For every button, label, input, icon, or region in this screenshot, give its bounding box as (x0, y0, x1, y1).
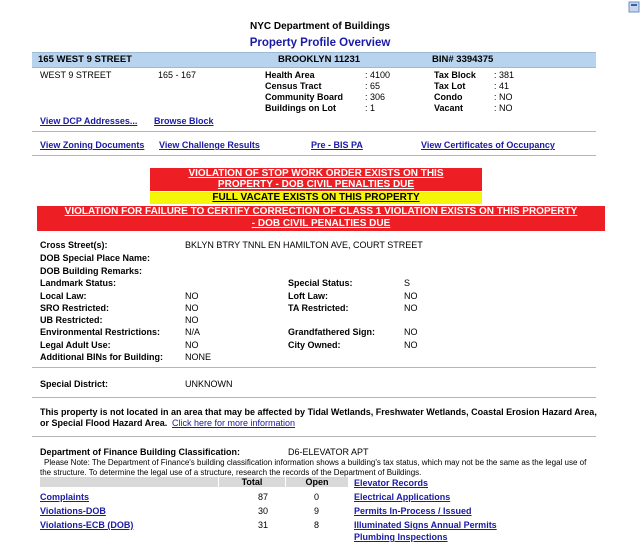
tax-lot-label: Tax Lot (434, 81, 466, 91)
special-district-label: Special District: (40, 379, 109, 389)
ta-restricted-value: NO (404, 303, 418, 313)
local-law-value: NO (185, 291, 199, 301)
tax-block-value: : 381 (494, 70, 515, 80)
page-title: Property Profile Overview (249, 37, 391, 49)
buildings-on-lot-value: : 1 (365, 103, 376, 113)
community-board-value: : 306 (365, 92, 386, 102)
ub-restricted-value: NO (185, 315, 199, 325)
wetlands-notice-line2: or Special Flood Hazard Area. (40, 418, 168, 428)
class1-violation-alert (37, 206, 605, 231)
complaints-open: 0 (314, 492, 320, 502)
condo-label: Condo (434, 92, 463, 102)
health-area-label: Health Area (265, 70, 315, 80)
vacant-value: : NO (494, 103, 513, 113)
more-information-link[interactable]: Click here for more information (172, 418, 296, 428)
special-status-value: S (404, 278, 411, 288)
violations-dob-total: 30 (258, 506, 269, 516)
tax-block-label: Tax Block (434, 70, 476, 80)
address-borough-zip: BROOKLYN 11231 (278, 54, 361, 65)
finance-note-line2: the structure. To determine the legal use of a structure, research the records of the Department of Buildings. (40, 468, 422, 477)
special-place-name-label: DOB Special Place Name: (40, 253, 151, 263)
finance-note-line1: Please Note: The Department of Finance's building classification information shows a building's tax status, which may not be the same as the legal use of (44, 458, 587, 467)
divider (32, 131, 596, 132)
violations-ecb-open: 8 (314, 520, 320, 530)
special-status-label: Special Status: (288, 278, 353, 288)
complaints-link[interactable]: Complaints (40, 492, 90, 502)
census-tract-value: : 65 (365, 81, 381, 91)
view-challenge-results-link[interactable]: View Challenge Results (159, 140, 260, 150)
violations-dob-link[interactable]: Violations-DOB (40, 506, 106, 516)
column-header-total: Total (219, 477, 285, 487)
landmark-status-label: Landmark Status: (40, 278, 117, 288)
building-remarks-label: DOB Building Remarks: (40, 266, 143, 276)
address-range: 165 - 167 (158, 70, 197, 80)
ta-restricted-label: TA Restricted: (288, 303, 349, 313)
plumbing-inspections-link[interactable]: Plumbing Inspections (354, 532, 448, 542)
class1-violation-alert-line2: - DOB CIVIL PENALTIES DUE (251, 218, 391, 229)
table-header-spacer (40, 477, 218, 487)
additional-bins-value: NONE (185, 352, 212, 362)
community-board-label: Community Board (265, 92, 344, 102)
wetlands-notice: This property is not located in an area that may be affected by Tidal Wetlands, Freshwater Wetlands, Coastal Erosion Hazard Area, (40, 407, 597, 417)
additional-bins-label: Additional BINs for Building: (40, 352, 163, 362)
environmental-restrictions-label: Environmental Restrictions: (40, 327, 161, 337)
bin-number: BIN# 3394375 (432, 54, 494, 65)
tax-lot-value: : 41 (494, 81, 510, 91)
environmental-restrictions-value: N/A (185, 327, 201, 337)
column-header-open: Open (286, 477, 348, 487)
sro-restricted-label: SRO Restricted: (40, 303, 110, 313)
browse-block-link[interactable]: Browse Block (154, 116, 214, 126)
ub-restricted-label: UB Restricted: (40, 315, 103, 325)
finance-classification-value: D6-ELEVATOR APT (288, 447, 369, 457)
stop-work-order-alert-line2: PROPERTY - DOB CIVIL PENALTIES DUE (217, 179, 415, 190)
city-owned-label: City Owned: (288, 340, 341, 350)
stop-work-order-alert-line1: VIOLATION OF STOP WORK ORDER EXISTS ON THIS (188, 168, 444, 179)
view-dcp-addresses-link[interactable]: View DCP Addresses... (40, 116, 138, 126)
divider (32, 367, 596, 368)
vacant-label: Vacant (434, 103, 464, 113)
street-name: WEST 9 STREET (40, 70, 112, 80)
window-corner-icon (628, 0, 640, 14)
stop-work-order-alert (150, 168, 482, 191)
grandfathered-sign-label: Grandfathered Sign: (288, 327, 376, 337)
local-law-label: Local Law: (40, 291, 87, 301)
view-zoning-documents-link[interactable]: View Zoning Documents (40, 140, 145, 150)
finance-classification-label: Department of Finance Building Classification: (40, 447, 241, 457)
health-area-value: : 4100 (365, 70, 391, 80)
divider (32, 397, 596, 398)
view-certificates-of-occupancy-link[interactable]: View Certificates of Occupancy (421, 140, 555, 150)
cross-streets-label: Cross Street(s): (40, 240, 108, 250)
full-vacate-alert: FULL VACATE EXISTS ON THIS PROPERTY (150, 192, 482, 204)
legal-adult-use-value: NO (185, 340, 199, 350)
divider (32, 155, 596, 156)
cross-streets-value: BKLYN BTRY TNNL EN HAMILTON AVE, COURT STREET (185, 240, 423, 250)
loft-law-label: Loft Law: (288, 291, 328, 301)
divider (32, 436, 596, 437)
legal-adult-use-label: Legal Adult Use: (40, 340, 111, 350)
violations-ecb-link[interactable]: Violations-ECB (DOB) (40, 520, 134, 530)
class1-violation-alert-line1: VIOLATION FOR FAILURE TO CERTIFY CORRECTION OF CLASS 1 VIOLATION EXISTS ON THIS PROPERTY (64, 206, 578, 217)
loft-law-value: NO (404, 291, 418, 301)
violations-ecb-total: 31 (258, 520, 269, 530)
complaints-total: 87 (258, 492, 269, 502)
grandfathered-sign-value: NO (404, 327, 418, 337)
city-owned-value: NO (404, 340, 418, 350)
special-district-value: UNKNOWN (185, 379, 233, 389)
pre-bis-pa-link[interactable]: Pre - BIS PA (311, 140, 363, 150)
sro-restricted-value: NO (185, 303, 199, 313)
violations-dob-open: 9 (314, 506, 320, 516)
elevator-records-link[interactable]: Elevator Records (354, 478, 429, 488)
permits-link[interactable]: Permits In-Process / Issued (354, 506, 472, 516)
address-street: 165 WEST 9 STREET (38, 54, 132, 65)
electrical-applications-link[interactable]: Electrical Applications (354, 492, 451, 502)
department-name: NYC Department of Buildings (249, 21, 390, 32)
buildings-on-lot-label: Buildings on Lot (265, 103, 336, 113)
census-tract-label: Census Tract (265, 81, 322, 91)
illuminated-signs-link[interactable]: Illuminated Signs Annual Permits (354, 520, 497, 530)
address-bar (32, 52, 596, 68)
condo-value: : NO (494, 92, 513, 102)
